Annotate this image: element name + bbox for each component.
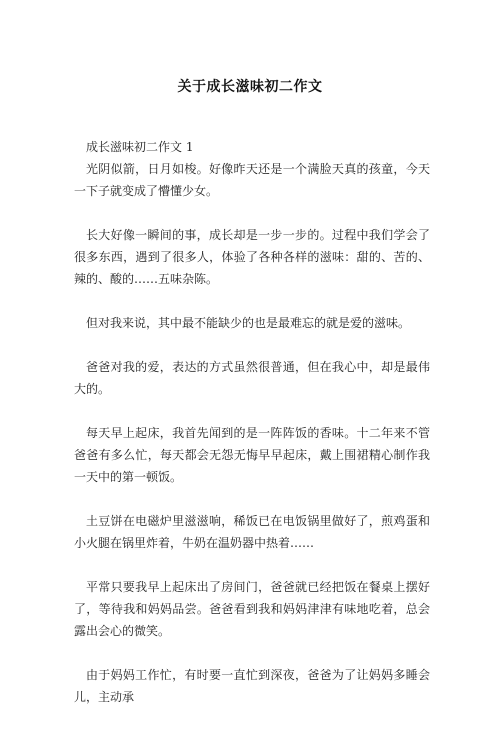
paragraph: 由于妈妈工作忙，有时要一直忙到深夜，爸爸为了让妈妈多睡会儿，主动承	[74, 668, 430, 704]
paragraph: 平常只要我早上起床出了房间门，爸爸就已经把饭在餐桌上摆好了，等待我和妈妈品尝。爸爸看到我和妈妈津津有味地吃着，总会露出会心的微笑。	[74, 580, 430, 638]
paragraph: 光阴似箭，日月如梭。好像昨天还是一个满脸天真的孩童，今天一下子就变成了懵懂少女。	[74, 162, 430, 198]
document-title: 关于成长滋味初二作文	[177, 79, 323, 95]
paragraph: 爸爸对我的爱，表达的方式虽然很普通，但在我心中，却是最伟大的。	[74, 360, 430, 396]
paragraph: 土豆饼在电磁炉里滋滋响，稀饭已在电饭锅里做好了，煎鸡蛋和小火腿在锅里炸着，牛奶在温奶器中热着……	[74, 514, 430, 550]
paragraph: 但对我来说，其中最不能缺少的也是最难忘的就是爱的滋味。	[86, 316, 411, 330]
paragraph: 长大好像一瞬间的事，成长却是一步一步的。过程中我们学会了很多东西，遇到了很多人，体验了各种各样的滋味：甜的、苦的、辣的、酸的……五味杂陈。	[74, 228, 430, 286]
paragraph: 每天早上起床，我首先闻到的是一阵阵饭的香味。十二年来不管爸爸有多么忙，每天都会无怨无悔早早起床，戴上围裙精心制作我一天中的第一顿饭。	[74, 426, 430, 484]
document-body	[74, 136, 430, 730]
essay-subtitle: 成长滋味初二作文 1	[86, 140, 194, 154]
